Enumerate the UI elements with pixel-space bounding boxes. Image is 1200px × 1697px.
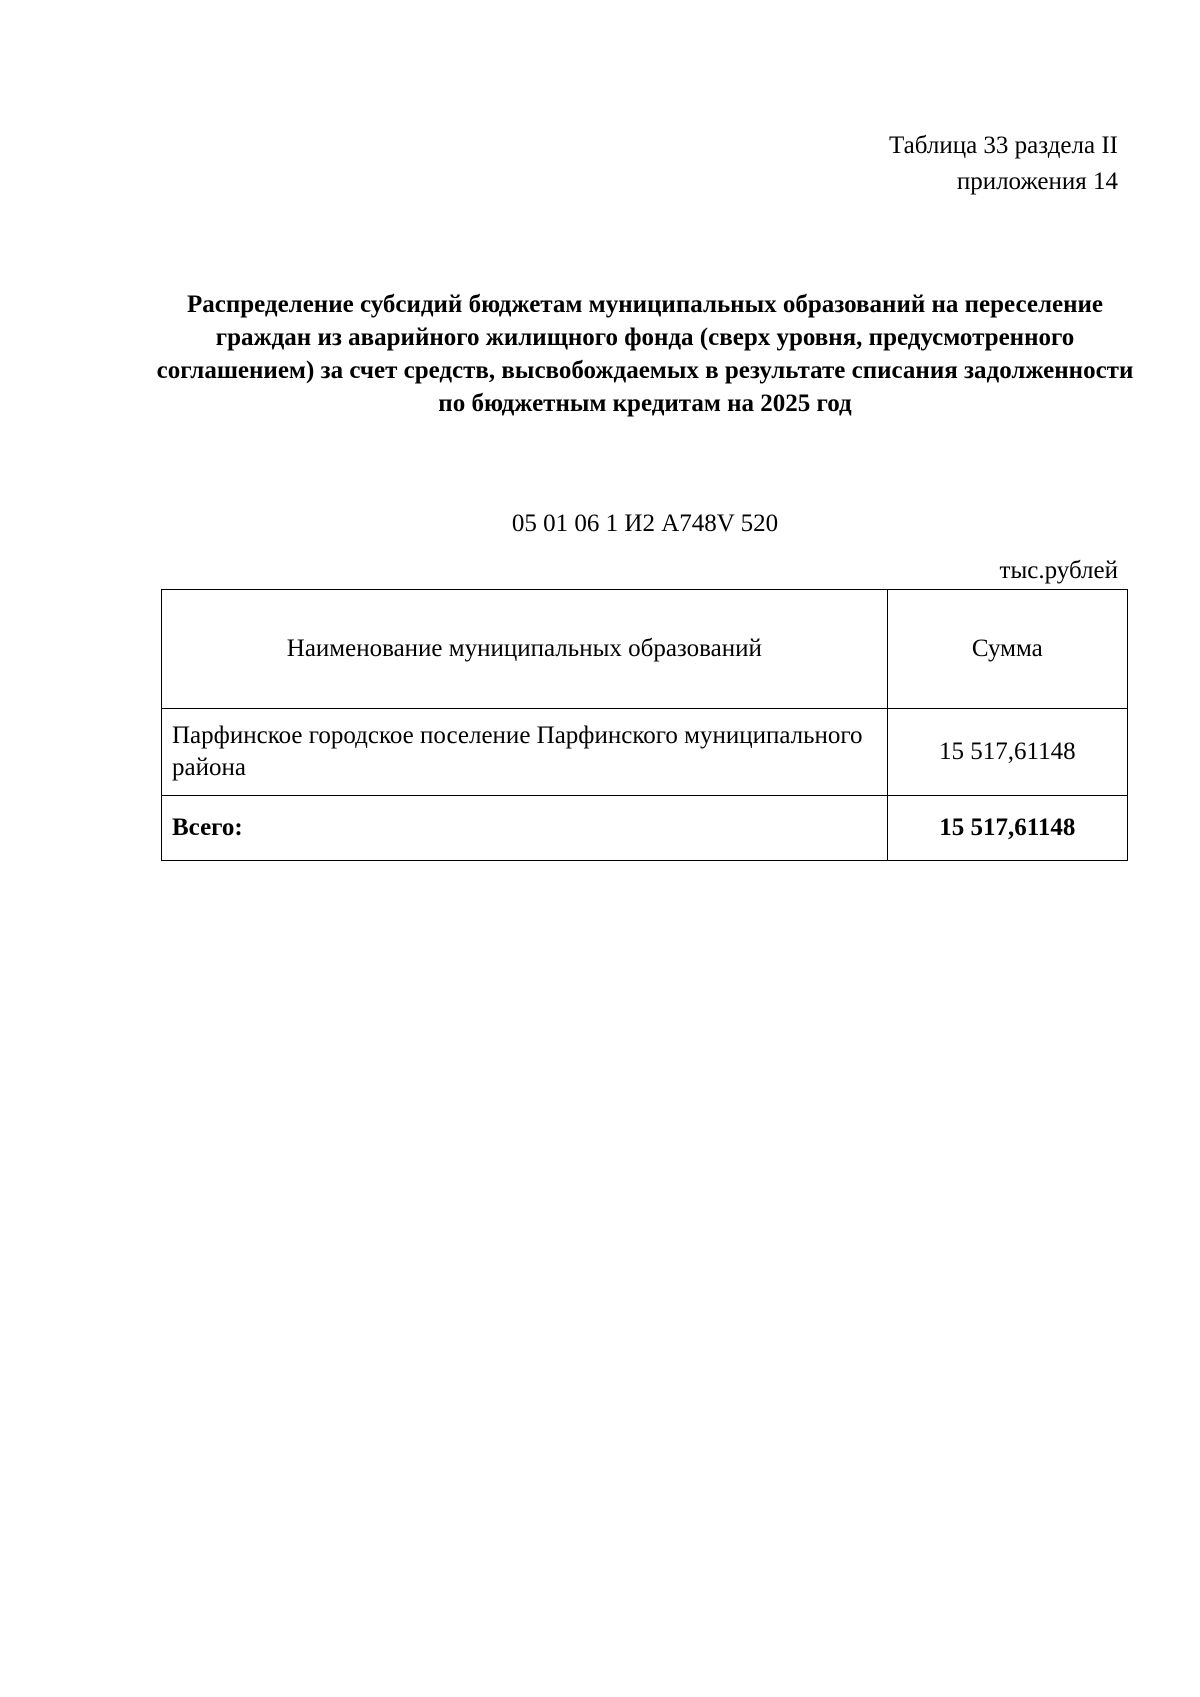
table-header-row (162, 590, 1128, 709)
municipality-name-cell: Парфинское городское поселение Парфинского муниципального района (162, 709, 888, 796)
header-name-cell: Наименование муниципальных образований (162, 590, 888, 709)
amount-cell: 15 517,61148 (887, 709, 1127, 796)
table-row (162, 709, 1128, 796)
appendix-number: приложения 14 (956, 168, 1118, 195)
table-number: Таблица 33 раздела II (889, 132, 1118, 159)
total-label-cell: Всего: (162, 796, 888, 861)
unit-label: тыс.рублей (999, 557, 1118, 584)
total-row (162, 796, 1128, 861)
header-sum-cell: Сумма (887, 590, 1127, 709)
total-amount-cell: 15 517,61148 (887, 796, 1127, 861)
document-title: Распределение субсидий бюджетам муниципальных образований на переселение граждан из аварийного жилищного фонда (сверх уровня, предусмотренного соглашением) за счет средств, высвобождаемых в результате списания задолженности по бюджетным кредитам на 2025 год (156, 291, 1134, 417)
budget-classification-code: 05 01 06 1 И2 A748V 520 (511, 510, 779, 537)
table-reference (889, 128, 1118, 200)
allocation-table (161, 589, 1128, 861)
